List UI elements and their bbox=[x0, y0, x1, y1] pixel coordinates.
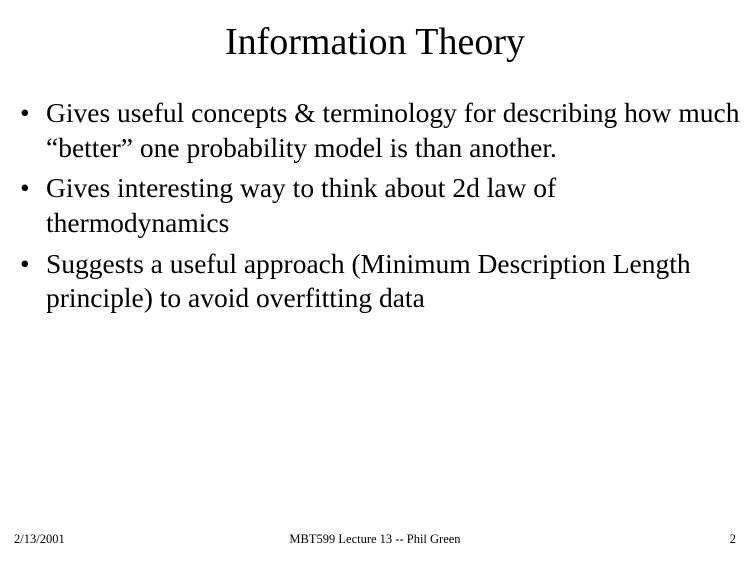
list-item-text: Gives useful concepts & terminology for describing how much “better” one probability model is than another. bbox=[46, 97, 740, 163]
list-item-text: Gives interesting way to think about 2d law of thermodynamics bbox=[46, 172, 557, 238]
bullet-marker-icon: • bbox=[20, 97, 30, 128]
bullet-marker-icon: • bbox=[20, 247, 30, 279]
footer-page-number: 2 bbox=[729, 532, 736, 546]
list-item-text: Suggests a useful approach (Minimum Description Length principle) to avoid overfitting data bbox=[46, 247, 691, 314]
list-item bbox=[10, 96, 742, 165]
slide-footer bbox=[0, 532, 750, 550]
footer-date: 2/13/2001 bbox=[14, 532, 65, 546]
bullet-list bbox=[10, 96, 742, 322]
page-title: Information Theory bbox=[224, 21, 526, 63]
list-item bbox=[10, 171, 742, 240]
footer-center-text: MBT599 Lecture 13 -- Phil Green bbox=[289, 532, 461, 546]
bullet-marker-icon: • bbox=[20, 172, 30, 204]
list-item bbox=[10, 247, 742, 316]
